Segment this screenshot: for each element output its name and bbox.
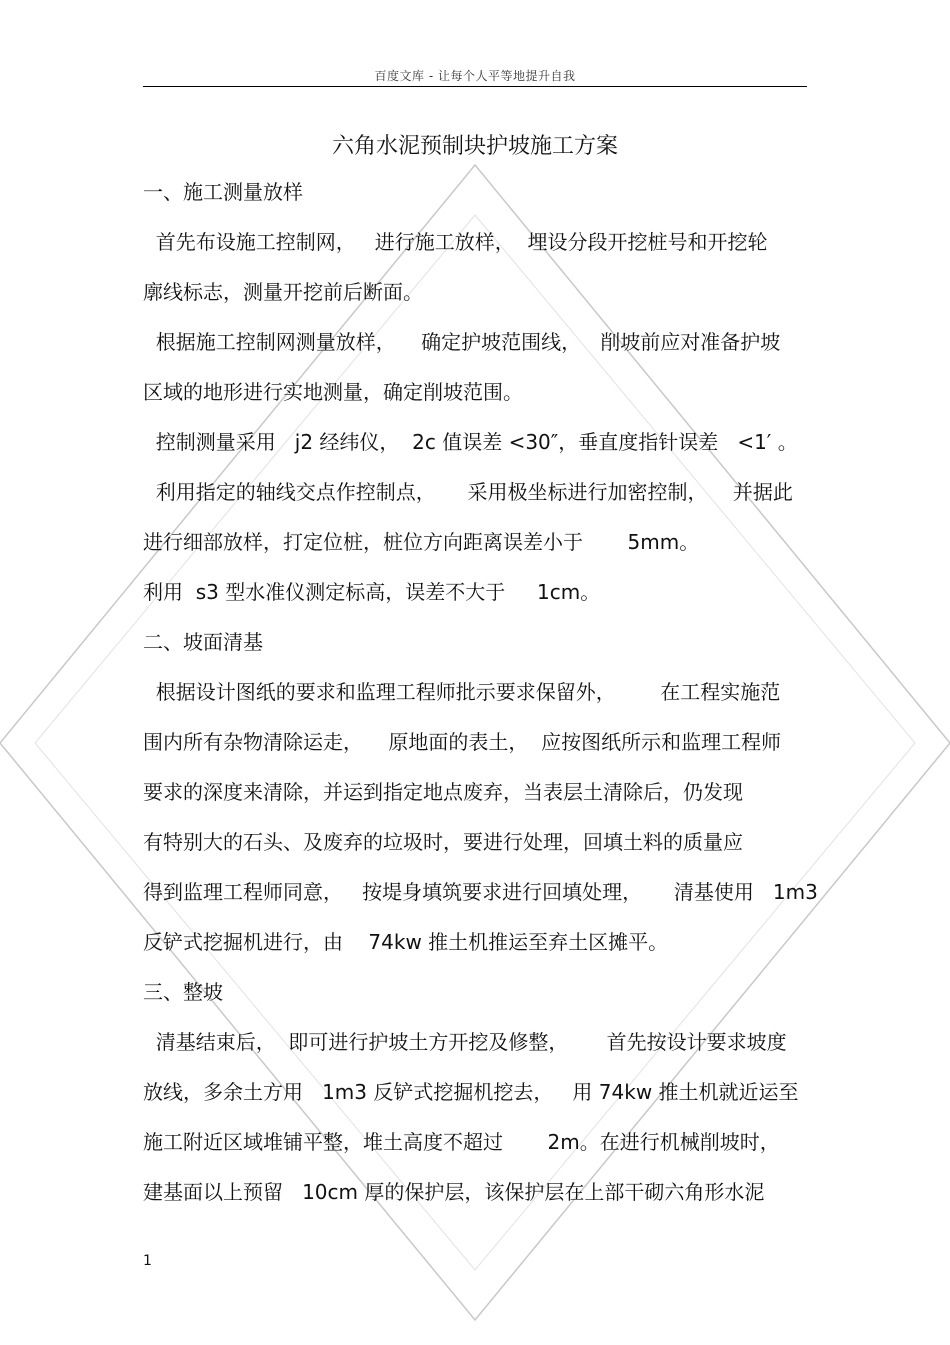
paragraph-line: 利用 s3 型水准仪测定标高，误差不大于 1cm。 <box>143 580 601 604</box>
section-heading-2: 二、坡面清基 <box>143 630 263 654</box>
paragraph-line: 利用指定的轴线交点作控制点， 采用极坐标进行加密控制， 并据此 <box>143 480 793 504</box>
paragraph-line: 放线，多余土方用 1m3 反铲式挖掘机挖去， 用 74kw 推土机就近运至 <box>143 1080 799 1104</box>
paragraph-line: 建基面以上预留 10cm 厚的保护层，该保护层在上部干砌六角形水泥 <box>143 1180 765 1204</box>
paragraph-line: 区域的地形进行实地测量，确定削坡范围。 <box>143 380 523 404</box>
page-header: 百度文库 - 让每个人平等地提升自我 <box>374 69 576 83</box>
paragraph-line: 围内所有杂物清除运走， 原地面的表土， 应按图纸所示和监理工程师 <box>143 730 782 754</box>
paragraph-line: 控制测量采用 j2 经纬仪， 2c 值误差 <30″，垂直度指针误差 <1′ 。 <box>143 430 798 454</box>
paragraph-line: 根据施工控制网测量放样， 确定护坡范围线， 削坡前应对准备护坡 <box>143 330 781 354</box>
paragraph-line: 反铲式挖掘机进行，由 74kw 推土机推运至弃土区摊平。 <box>143 930 669 954</box>
paragraph-line: 要求的深度来清除，并运到指定地点废弃，当表层土清除后，仍发现 <box>143 780 743 804</box>
paragraph-line: 首先布设施工控制网， 进行施工放样， 埋设分段开挖桩号和开挖轮 <box>143 230 768 254</box>
paragraph-line: 根据设计图纸的要求和监理工程师批示要求保留外， 在工程实施范 <box>143 680 781 704</box>
paragraph-line: 廓线标志，测量开挖前后断面。 <box>143 280 423 304</box>
paragraph-line: 清基结束后， 即可进行护坡土方开挖及修整， 首先按设计要求坡度 <box>143 1030 787 1054</box>
paragraph-line: 施工附近区域堆铺平整，堆土高度不超过 2m。在进行机械削坡时， <box>143 1130 780 1154</box>
document-title: 六角水泥预制块护坡施工方案 <box>331 134 618 159</box>
paragraph-line: 有特别大的石头、及废弃的垃圾时，要进行处理，回填土料的质量应 <box>143 830 743 854</box>
section-heading-1: 一、施工测量放样 <box>143 180 303 204</box>
header-divider <box>143 86 807 87</box>
paragraph-line: 得到监理工程师同意， 按堤身填筑要求进行回填处理， 清基使用 1m3 <box>143 880 818 904</box>
page-number: 1 <box>143 1253 152 1269</box>
section-heading-3: 三、整坡 <box>143 980 223 1004</box>
paragraph-line: 进行细部放样，打定位桩，桩位方向距离误差小于 5mm。 <box>143 530 700 554</box>
